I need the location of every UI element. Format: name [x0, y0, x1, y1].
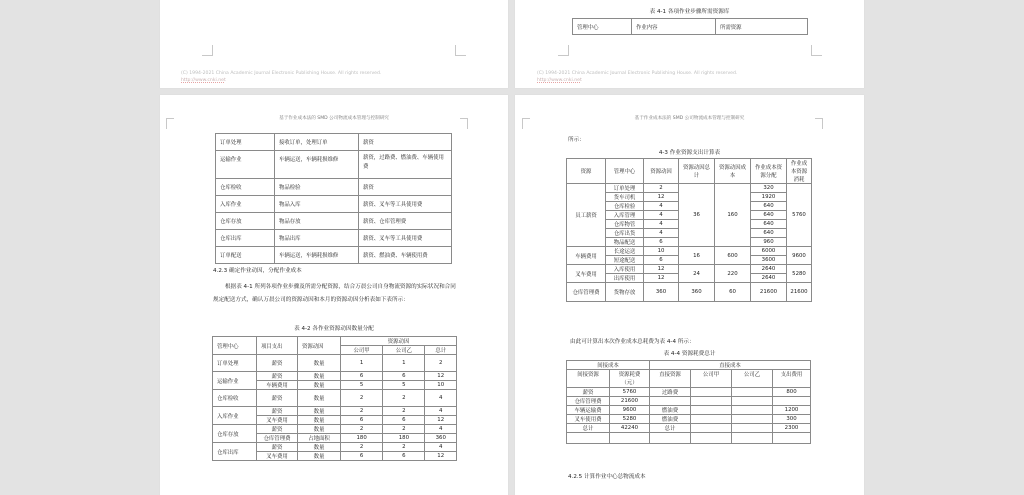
cell: 60: [715, 283, 751, 302]
summary-text: 由此可计算出本次作业成本总耗费为表 4-4 所示：: [570, 339, 695, 345]
cell: 薪资: [257, 443, 298, 452]
cell: 10: [425, 381, 457, 390]
header-cell: 资源动因总计: [679, 159, 715, 184]
header-cell: 资源动因: [298, 337, 341, 355]
page-footer: [181, 70, 381, 84]
cell: 订单处理: [216, 134, 275, 151]
table-4-4: [566, 360, 811, 444]
cell: [650, 397, 691, 406]
cell: 4: [425, 390, 457, 407]
cell: 物品配送: [606, 238, 644, 247]
cell: 出库使用: [606, 274, 644, 283]
cell: [691, 433, 732, 444]
cell: 640: [751, 202, 787, 211]
cell: 4: [425, 425, 457, 434]
cell: 仓库出库: [213, 443, 257, 461]
header-cell: 作业成本资源消耗: [787, 159, 812, 184]
page-footer: [537, 70, 737, 84]
cell: 3600: [751, 256, 787, 265]
cell: 薪资: [257, 425, 298, 434]
page-bottom-right: [515, 95, 864, 495]
cell: 6: [341, 372, 383, 381]
cell: 车辆运送，车辆耗损维修: [275, 247, 359, 264]
body-paragraph: 根据表 4-1 所列各项作业步骤及所需分配资源，结合万晨公司自身物流资源的实际状况和合同规定配送方式，确认万晨公司的资源动因和本月的资源动因分析表如下表所示：: [213, 284, 456, 303]
cell: 车辆运送，车辆耗损维修: [275, 151, 359, 179]
cell: 4: [644, 220, 679, 229]
cell: 1200: [773, 406, 811, 415]
cell: 仓库检收: [213, 390, 257, 407]
cell: 仓库检收: [216, 179, 275, 196]
cell: 6: [341, 416, 383, 425]
resource-table-header: [572, 18, 808, 35]
header-cell: 公司甲: [691, 370, 732, 388]
cell: 4: [644, 202, 679, 211]
cell: 12: [425, 372, 457, 381]
cell: 2: [383, 390, 425, 407]
cell: 2640: [751, 274, 787, 283]
header-cell: 公司乙: [383, 346, 425, 355]
cell: 2: [341, 425, 383, 434]
header-cell: 项目支出: [257, 337, 298, 355]
header-cell: 所需资源: [716, 19, 808, 35]
header-cell: 作业内容: [632, 19, 716, 35]
cell: 2: [383, 425, 425, 434]
cell: 车辆费用: [567, 247, 606, 265]
header-cell: 资源动因: [341, 337, 457, 346]
table-4-3: [566, 158, 812, 302]
page-top-left: [160, 0, 508, 88]
cell: 640: [751, 211, 787, 220]
cell: [691, 415, 732, 424]
crop-mark: [522, 118, 530, 129]
cell: 薪资，过路费、燃油费、车辆使用费: [359, 151, 452, 179]
cell: 薪资: [257, 372, 298, 381]
cell: 12: [644, 265, 679, 274]
cell: 物品入库: [275, 196, 359, 213]
header-cell: 公司乙: [732, 370, 773, 388]
cell: 21600: [787, 283, 812, 302]
cell: 叉车费用: [257, 416, 298, 425]
crop-mark: [460, 118, 468, 129]
cell: [610, 433, 650, 444]
section-heading: 4.2.3 确定作业动因，分配作业成本: [213, 268, 302, 274]
cell: 仓库管理费: [567, 283, 606, 302]
cell: 2: [341, 390, 383, 407]
header-cell: 资源动因: [644, 159, 679, 184]
cell: 6: [644, 238, 679, 247]
cell: 4: [644, 211, 679, 220]
cell: 仓库存放: [213, 425, 257, 443]
cell: 数量: [298, 407, 341, 416]
cell: 长途运送: [606, 247, 644, 256]
cell: 叉车费用: [257, 452, 298, 461]
cell: 燃油费: [650, 406, 691, 415]
cell: [732, 388, 773, 397]
cell: 12: [425, 416, 457, 425]
cell: [773, 397, 811, 406]
cell: 320: [751, 184, 787, 193]
cell: 2: [383, 443, 425, 452]
crop-mark: [815, 118, 823, 129]
running-head: 基于作业成本法的 SMD 公司物流成本管理与控制研究: [634, 116, 745, 121]
cell: 2: [341, 443, 383, 452]
cell: 订单配送: [216, 247, 275, 264]
cell: 运输作业: [213, 372, 257, 390]
section-heading: 4.2.5 计算作业中心总物流成本: [568, 474, 646, 480]
cell: 仓库出库: [216, 230, 275, 247]
cell: 数量: [298, 355, 341, 372]
crop-mark: [811, 45, 822, 56]
cell: 占地面积: [298, 434, 341, 443]
cell: 2: [425, 355, 457, 372]
cell: 10: [644, 247, 679, 256]
cell: 仓库管理费: [257, 434, 298, 443]
cell: 9600: [787, 247, 812, 265]
cell: 物品出库: [275, 230, 359, 247]
cell: 车辆运输费: [567, 406, 610, 415]
cell: 短途配送: [606, 256, 644, 265]
copyright-text: (C) 1994-2021 China Academic Journal Electronic Publishing House. All rights reserved.: [181, 71, 382, 76]
header-cell: 资源: [567, 159, 606, 184]
cell: 360: [425, 434, 457, 443]
cell: 数量: [298, 372, 341, 381]
cell: 4: [425, 443, 457, 452]
cell: 薪资、仓库管理费: [359, 213, 452, 230]
crop-mark: [558, 45, 569, 56]
table-caption: 表 4-2 各作业资源动因数量分配: [294, 326, 374, 332]
cell: 2: [383, 407, 425, 416]
cell: [732, 424, 773, 433]
cell: [567, 433, 610, 444]
cell: 6: [383, 372, 425, 381]
cell: 6000: [751, 247, 787, 256]
cell: 仓库存放: [216, 213, 275, 230]
cell: 薪资: [359, 134, 452, 151]
table-caption: 4-3 作业资源支出计算表: [658, 150, 721, 156]
cell: 过路费: [650, 388, 691, 397]
cell: 数量: [298, 452, 341, 461]
cell: 总计: [650, 424, 691, 433]
cell: 36: [679, 184, 715, 247]
cell: 仓库出货: [606, 229, 644, 238]
cell: 5280: [787, 265, 812, 283]
header-cell: 直接资源: [650, 370, 691, 388]
cell: 车辆费用: [257, 381, 298, 390]
cell: 入库管理: [606, 211, 644, 220]
cell: 640: [751, 229, 787, 238]
cell: 仓库管理费: [567, 397, 610, 406]
cell: 入库作业: [213, 407, 257, 425]
header-cell: 资源动因成本: [715, 159, 751, 184]
cell: 数量: [298, 443, 341, 452]
cell: 叉车费用: [567, 265, 606, 283]
page-bottom-left: [160, 95, 508, 495]
cnki-link[interactable]: http://www.cnki.net: [537, 78, 582, 83]
crop-mark: [455, 45, 466, 56]
cell: 16: [679, 247, 715, 265]
cell: 运输作业: [216, 151, 275, 179]
header-cell: 公司甲: [341, 346, 383, 355]
cell: 160: [715, 184, 751, 247]
cell: 订单处理: [606, 184, 644, 193]
cell: 24: [679, 265, 715, 283]
header-cell: 作业成本资源分配: [751, 159, 787, 184]
cell: 21600: [610, 397, 650, 406]
cell: 2: [341, 407, 383, 416]
cell: 360: [644, 283, 679, 302]
copyright-text: (C) 1994-2021 China Academic Journal Electronic Publishing House. All rights reserved.: [537, 71, 738, 76]
table-4-1-continued: [215, 133, 452, 264]
cell: 180: [341, 434, 383, 443]
document-scroll-area[interactable]: [1014, 0, 1024, 483]
cell: 12: [644, 274, 679, 283]
cell: 物品存放: [275, 213, 359, 230]
cell: 12: [425, 452, 457, 461]
cell: [732, 397, 773, 406]
cell: 2300: [773, 424, 811, 433]
cell: 薪资: [257, 407, 298, 416]
cell: 货车司机: [606, 193, 644, 202]
cell: 薪资: [257, 355, 298, 372]
cell: 5280: [610, 415, 650, 424]
header-cell: 管理中心: [213, 337, 257, 355]
header-cell: 间接成本: [567, 361, 650, 370]
cell: 21600: [751, 283, 787, 302]
cell: 6: [644, 256, 679, 265]
header-cell: 总计: [425, 346, 457, 355]
cell: 仓库物管: [606, 220, 644, 229]
table-caption: 表 4-4 资源耗费总计: [663, 351, 716, 357]
cell: 640: [751, 220, 787, 229]
cell: 薪资、叉车等工具使用费: [359, 196, 452, 213]
cell: [691, 388, 732, 397]
cell: 入库作业: [216, 196, 275, 213]
cell: 180: [383, 434, 425, 443]
header-cell: 资源耗费（元）: [610, 370, 650, 388]
lead-text: 所示：: [568, 137, 585, 143]
cell: 1: [341, 355, 383, 372]
table-caption: 表 4-1 各项作业步骤所需资源库: [649, 9, 730, 15]
cell: [773, 433, 811, 444]
cell: 总计: [567, 424, 610, 433]
cell: 5: [341, 381, 383, 390]
cell: 接收订单，处理订单: [275, 134, 359, 151]
cell: 5760: [610, 388, 650, 397]
cell: 薪资: [567, 388, 610, 397]
table-4-2: [212, 336, 457, 461]
cell: [732, 415, 773, 424]
running-head: 基于作业成本法的 SMD 公司物流成本管理与控制研究: [279, 116, 389, 121]
cell: 6: [341, 452, 383, 461]
cell: 5760: [787, 184, 812, 247]
crop-mark: [202, 45, 213, 56]
cell: 薪资: [359, 179, 452, 196]
cell: 物品检验: [275, 179, 359, 196]
header-cell: 管理中心: [573, 19, 632, 35]
cell: 燃油费: [650, 415, 691, 424]
cell: 数量: [298, 390, 341, 407]
cell: [691, 397, 732, 406]
cell: 2: [644, 184, 679, 193]
cell: 5: [383, 381, 425, 390]
cnki-link[interactable]: http://www.cnki.net: [181, 78, 226, 83]
cell: 12: [644, 193, 679, 202]
cell: [650, 433, 691, 444]
cell: [691, 424, 732, 433]
header-cell: 直接成本: [650, 361, 811, 370]
cell: 600: [715, 247, 751, 265]
cell: 4: [425, 407, 457, 416]
cell: [691, 406, 732, 415]
cell: 360: [679, 283, 715, 302]
cell: 4: [644, 229, 679, 238]
cell: 960: [751, 238, 787, 247]
cell: 2640: [751, 265, 787, 274]
cell: 薪资、叉车等工具使用费: [359, 230, 452, 247]
header-cell: 间接资源: [567, 370, 610, 388]
cell: 9600: [610, 406, 650, 415]
header-cell: 支出费用: [773, 370, 811, 388]
cell: 1920: [751, 193, 787, 202]
cell: 薪资: [257, 390, 298, 407]
cell: 42240: [610, 424, 650, 433]
crop-mark: [166, 118, 174, 129]
cell: 6: [383, 416, 425, 425]
cell: 员工薪资: [567, 184, 606, 247]
cell: [732, 406, 773, 415]
cell: [732, 433, 773, 444]
cell: 叉车使用费: [567, 415, 610, 424]
cell: 薪资、燃油费、车辆使用费: [359, 247, 452, 264]
cell: 货物存放: [606, 283, 644, 302]
cell: 6: [383, 452, 425, 461]
cell: 仓库检验: [606, 202, 644, 211]
cell: 800: [773, 388, 811, 397]
page-top-right: [515, 0, 864, 88]
cell: 入库使用: [606, 265, 644, 274]
cell: 1: [383, 355, 425, 372]
cell: 数量: [298, 425, 341, 434]
cell: 数量: [298, 381, 341, 390]
header-cell: 管理中心: [606, 159, 644, 184]
cell: 订单处理: [213, 355, 257, 372]
cell: 数量: [298, 416, 341, 425]
cell: 300: [773, 415, 811, 424]
cell: 220: [715, 265, 751, 283]
